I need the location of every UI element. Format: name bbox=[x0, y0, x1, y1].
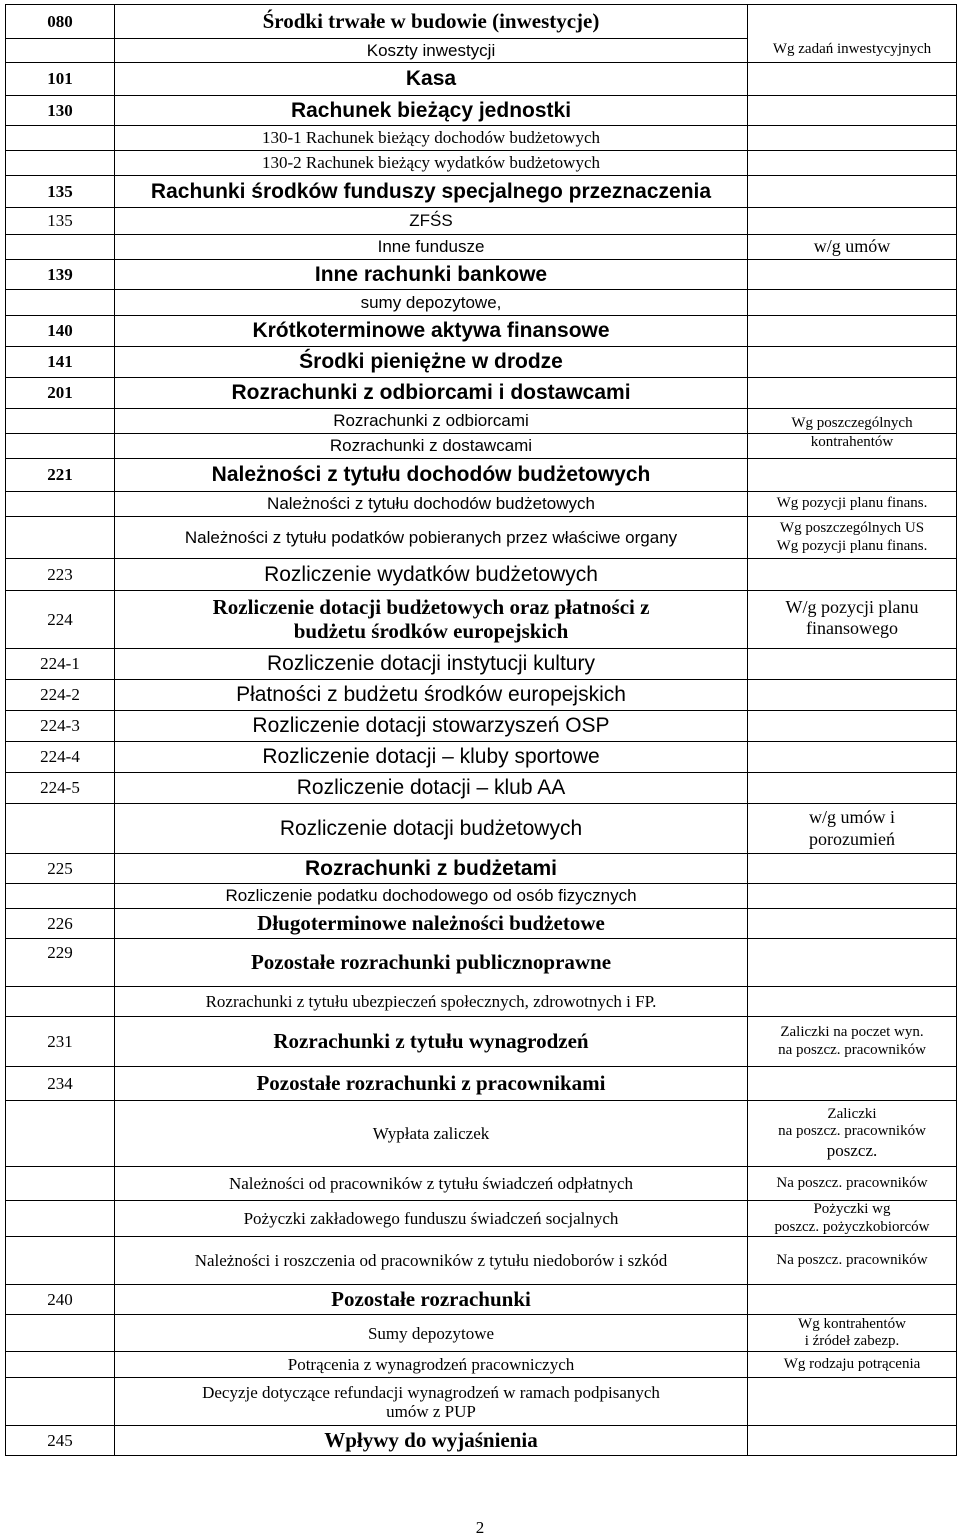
account-number: 130 bbox=[6, 96, 115, 126]
account-note: Wg pozycji planu finans. bbox=[776, 537, 928, 554]
account-note: Wg kontrahentów bbox=[798, 1315, 906, 1332]
account-note: Zaliczki na poczet wyn. bbox=[780, 1023, 924, 1040]
account-name: ZFŚS bbox=[115, 208, 748, 235]
table-row bbox=[6, 939, 957, 987]
table-row bbox=[6, 987, 957, 1017]
account-name: Należności z tytułu dochodów budżetowych bbox=[115, 459, 748, 492]
account-number: 135 bbox=[6, 176, 115, 208]
account-name: Płatności z budżetu środków europejskich bbox=[115, 680, 748, 711]
page-number: 2 bbox=[475, 1518, 485, 1537]
account-number: 224-3 bbox=[6, 711, 115, 742]
account-note: finansowego bbox=[806, 618, 898, 639]
account-number: 101 bbox=[6, 63, 115, 96]
account-name: Rozliczenie dotacji – klub AA bbox=[115, 773, 748, 804]
account-name: Potrącenia z wynagrodzeń pracowniczych bbox=[115, 1352, 748, 1378]
table-row bbox=[6, 854, 957, 884]
table-row bbox=[6, 711, 957, 742]
account-number: 224-5 bbox=[6, 773, 115, 804]
account-number: 229 bbox=[6, 939, 115, 987]
account-note: na poszcz. pracowników bbox=[778, 1041, 926, 1058]
table-row bbox=[6, 742, 957, 773]
account-note: Wg pozycji planu finans. bbox=[748, 492, 957, 517]
table-row bbox=[6, 909, 957, 939]
account-note: W/g pozycji planu bbox=[785, 597, 919, 617]
account-name: Należności od pracowników z tytułu świadczeń odpłatnych bbox=[115, 1167, 748, 1201]
account-note: Wg zadań inwestycyjnych bbox=[748, 5, 957, 63]
account-number: 141 bbox=[6, 347, 115, 378]
account-name: 130-1 Rachunek bieżący dochodów budżetowych bbox=[115, 126, 748, 151]
table-row bbox=[6, 316, 957, 347]
account-number: 080 bbox=[6, 5, 115, 39]
table-row bbox=[6, 126, 957, 151]
account-name: Inne fundusze bbox=[115, 235, 748, 260]
account-name: Decyzje dotyczące refundacji wynagrodzeń w ramach podpisanych bbox=[202, 1382, 660, 1402]
account-note: na poszcz. pracowników bbox=[778, 1123, 926, 1140]
table-row bbox=[6, 176, 957, 208]
table-row bbox=[6, 459, 957, 492]
account-name: Rozliczenie dotacji budżetowych oraz płatności z bbox=[212, 594, 650, 619]
table-row bbox=[6, 773, 957, 804]
table-row bbox=[6, 290, 957, 316]
account-number: 140 bbox=[6, 316, 115, 347]
table-row bbox=[6, 559, 957, 591]
account-note: kontrahentów bbox=[748, 434, 957, 459]
table-row bbox=[6, 5, 957, 39]
account-number: 224 bbox=[6, 591, 115, 649]
table-row bbox=[6, 517, 957, 559]
account-note: Wg poszczególnych bbox=[748, 409, 957, 434]
chart-of-accounts-table bbox=[5, 4, 957, 1456]
account-number: 223 bbox=[6, 559, 115, 591]
table-row bbox=[6, 649, 957, 680]
account-name: Długoterminowe należności budżetowe bbox=[115, 909, 748, 939]
table-row bbox=[6, 1167, 957, 1201]
table-row bbox=[6, 1101, 957, 1167]
account-name: budżetu środków europejskich bbox=[293, 618, 569, 643]
account-number: 135 bbox=[6, 208, 115, 235]
account-name: Inne rachunki bankowe bbox=[115, 260, 748, 290]
account-name: Kasa bbox=[115, 63, 748, 96]
account-number: 201 bbox=[6, 378, 115, 409]
table-row bbox=[6, 1017, 957, 1067]
table-row bbox=[6, 1315, 957, 1352]
table-row bbox=[6, 804, 957, 854]
table-row bbox=[6, 434, 957, 459]
account-name: Rachunek bieżący jednostki bbox=[115, 96, 748, 126]
account-name: Pozostałe rozrachunki publicznoprawne bbox=[115, 939, 748, 987]
account-name: Wpływy do wyjaśnienia bbox=[115, 1426, 748, 1456]
table-row bbox=[6, 96, 957, 126]
table-row bbox=[6, 1067, 957, 1101]
table-row bbox=[6, 591, 957, 649]
account-name: Koszty inwestycji bbox=[115, 39, 748, 63]
account-name: Wypłata zaliczek bbox=[115, 1101, 748, 1167]
account-name: Należności z tytułu dochodów budżetowych bbox=[115, 492, 748, 517]
account-name: Rozrachunki z tytułu wynagrodzeń bbox=[115, 1017, 748, 1067]
account-name: 130-2 Rachunek bieżący wydatków budżetowych bbox=[115, 151, 748, 176]
account-name: Pozostałe rozrachunki bbox=[115, 1285, 748, 1315]
account-note: poszcz. pożyczkobiorców bbox=[774, 1218, 930, 1235]
account-number: 224-4 bbox=[6, 742, 115, 773]
account-name: Środki pieniężne w drodze bbox=[115, 347, 748, 378]
table-row bbox=[6, 409, 957, 434]
table-row bbox=[6, 884, 957, 909]
table-row bbox=[6, 151, 957, 176]
account-number: 226 bbox=[6, 909, 115, 939]
account-name: Rozrachunki z odbiorcami bbox=[115, 409, 748, 434]
account-number: 240 bbox=[6, 1285, 115, 1315]
account-note: poszcz. bbox=[826, 1141, 878, 1161]
account-note: i źródeł zabezp. bbox=[804, 1333, 900, 1350]
account-number: 225 bbox=[6, 854, 115, 884]
table-row bbox=[6, 1378, 957, 1426]
account-number: 221 bbox=[6, 459, 115, 492]
account-name: sumy depozytowe, bbox=[115, 290, 748, 316]
account-name: Rozliczenie dotacji stowarzyszeń OSP bbox=[115, 711, 748, 742]
account-number: 245 bbox=[6, 1426, 115, 1456]
account-name: Rozrachunki z dostawcami bbox=[115, 434, 748, 459]
account-note: Na poszcz. pracowników bbox=[748, 1237, 957, 1285]
account-number: 139 bbox=[6, 260, 115, 290]
account-note: Wg poszczególnych US bbox=[779, 519, 925, 536]
account-number: 234 bbox=[6, 1067, 115, 1101]
account-name: Rozliczenie wydatków budżetowych bbox=[115, 559, 748, 591]
account-name: Rozliczenie dotacji – kluby sportowe bbox=[115, 742, 748, 773]
table-row bbox=[6, 347, 957, 378]
table-row bbox=[6, 1285, 957, 1315]
account-name: Pożyczki zakładowego funduszu świadczeń socjalnych bbox=[115, 1201, 748, 1237]
account-number: 231 bbox=[6, 1017, 115, 1067]
table-row bbox=[6, 1352, 957, 1378]
account-name: Sumy depozytowe bbox=[115, 1315, 748, 1352]
account-name: Rozrachunki z budżetami bbox=[115, 854, 748, 884]
account-note: Wg rodzaju potrącenia bbox=[748, 1352, 957, 1378]
account-name: Pozostałe rozrachunki z pracownikami bbox=[115, 1067, 748, 1101]
table-row bbox=[6, 492, 957, 517]
account-name: Rozrachunki z odbiorcami i dostawcami bbox=[115, 378, 748, 409]
account-name: Środki trwałe w budowie (inwestycje) bbox=[115, 5, 748, 39]
table-row bbox=[6, 378, 957, 409]
account-name: Rachunki środków funduszy specjalnego przeznaczenia bbox=[115, 176, 748, 208]
account-name: Rozliczenie dotacji instytucji kultury bbox=[115, 649, 748, 680]
account-note: porozumień bbox=[809, 828, 895, 849]
table-row bbox=[6, 1237, 957, 1285]
account-number: 224-1 bbox=[6, 649, 115, 680]
account-name: Należności i roszczenia od pracowników z tytułu niedoborów i szkód bbox=[115, 1237, 748, 1285]
table-row bbox=[6, 260, 957, 290]
account-name: Należności z tytułu podatków pobieranych przez właściwe organy bbox=[115, 517, 748, 559]
account-name: Krótkoterminowe aktywa finansowe bbox=[115, 316, 748, 347]
table-row bbox=[6, 1201, 957, 1237]
table-row bbox=[6, 680, 957, 711]
account-number: 224-2 bbox=[6, 680, 115, 711]
table-row bbox=[6, 63, 957, 96]
account-note: w/g umów i bbox=[808, 807, 895, 828]
table-row bbox=[6, 208, 957, 235]
account-name: Rozliczenie podatku dochodowego od osób fizycznych bbox=[115, 884, 748, 909]
account-note: w/g umów bbox=[748, 235, 957, 260]
account-name: Rozrachunki z tytułu ubezpieczeń społecznych, zdrowotnych i FP. bbox=[115, 987, 748, 1017]
account-note: Zaliczki bbox=[827, 1105, 877, 1122]
table-row bbox=[6, 1426, 957, 1456]
account-note: Pożyczki wg bbox=[813, 1201, 891, 1217]
account-name: umów z PUP bbox=[386, 1401, 476, 1421]
table-row bbox=[6, 235, 957, 260]
account-name: Rozliczenie dotacji budżetowych bbox=[115, 804, 748, 854]
account-note: Na poszcz. pracowników bbox=[748, 1167, 957, 1201]
